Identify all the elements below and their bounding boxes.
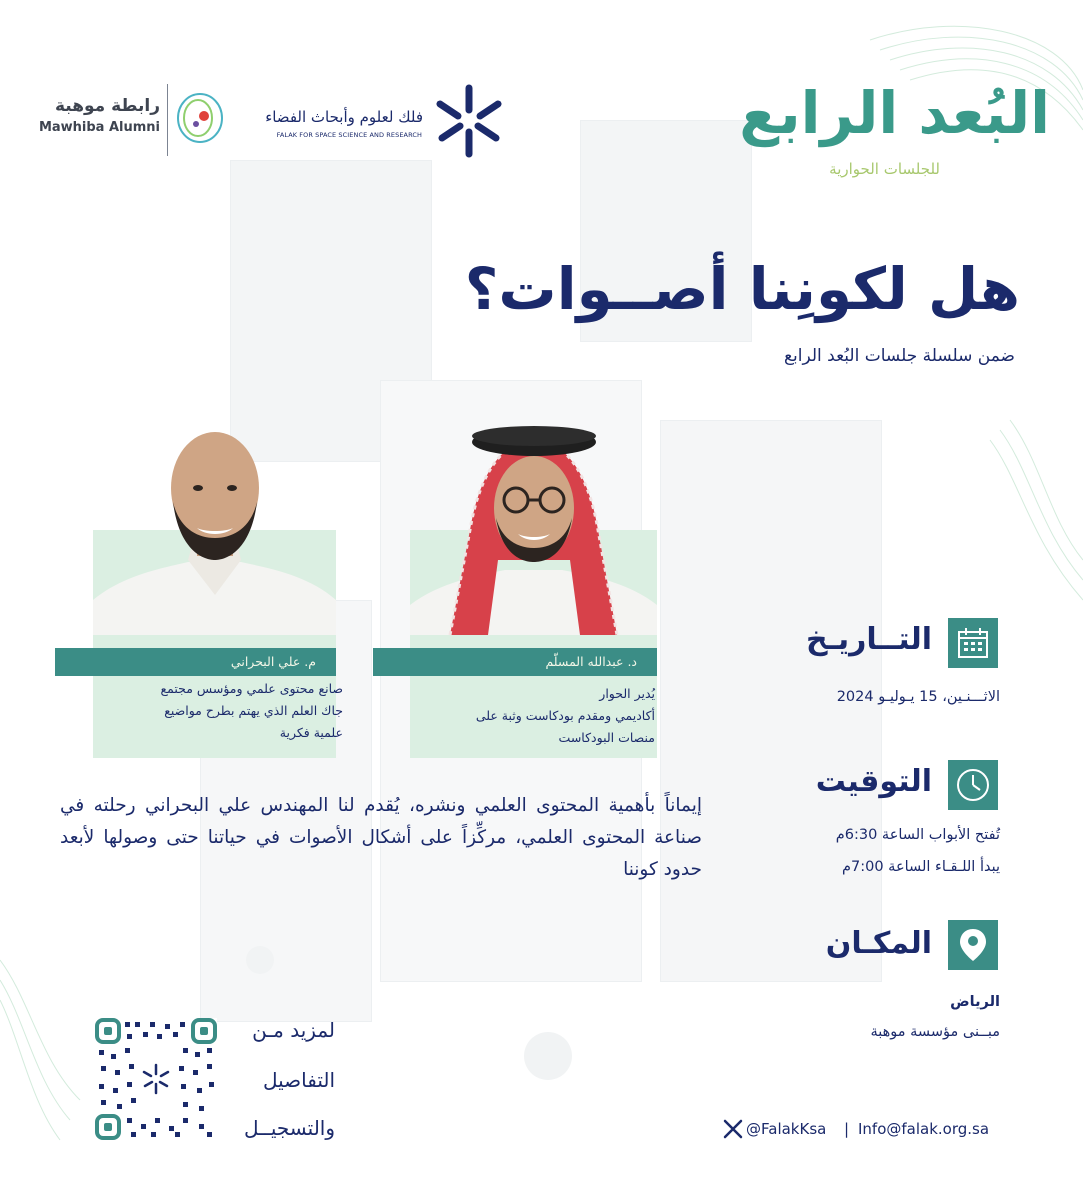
registration-label-line1: لمزيد مـن: [252, 1018, 335, 1042]
time-heading: التوقيت: [815, 764, 932, 799]
clock-icon: [955, 767, 991, 803]
speaker-name-abdullah: د. عبدالله المسلّم: [373, 648, 657, 676]
speaker-bio-ali: صانع محتوى علمي ومؤسس مجتمع جاك العلم الذي يهتم بطرح مواضيع علمية فكرية: [160, 681, 343, 740]
series-subtitle: للجلسات الحوارية: [829, 160, 940, 178]
time-start: يبدأ اللـقـاء الساعة 7:00م: [842, 859, 1000, 875]
event-title: هل لكونِنا أصــوات؟: [464, 255, 1020, 323]
mawhiba-name-english: Mawhiba Alumni: [38, 120, 160, 135]
location-pin-icon: [958, 927, 988, 963]
calendar-icon: [956, 626, 990, 660]
x-logo-icon[interactable]: [722, 1118, 744, 1140]
date-heading: التــاريـخ: [806, 622, 932, 657]
place-icon-box: [948, 920, 998, 970]
time-doors: تُفتح الأبواب الساعة 6:30م: [835, 827, 1000, 843]
place-building: مبــنى مؤسسة موهبة: [870, 1024, 1000, 1040]
registration-label-line3: والتسجيــل: [244, 1116, 335, 1140]
place-city: الرياض: [950, 994, 1000, 1010]
registration-label-line2: التفاصيل: [262, 1068, 335, 1092]
date-value: الاثـــنـين، 15 يـوليـو 2024: [836, 689, 1000, 705]
place-heading: المكـان: [825, 926, 932, 961]
speaker-photo-ali: [93, 410, 336, 635]
series-title: البُعد الرابع: [739, 79, 1050, 147]
footer-separator: |: [844, 1120, 850, 1138]
speaker-name-ali: م. علي البحراني: [55, 648, 336, 676]
registration-qr-code[interactable]: [95, 1018, 217, 1140]
date-icon-box: [948, 618, 998, 668]
x-handle-link[interactable]: @FalakKsa: [746, 1120, 827, 1138]
mawhiba-name-arabic: رابطة موهبة: [54, 96, 160, 116]
falak-name-arabic: فلك لعلوم وأبحاث الفضاء: [265, 108, 423, 126]
event-subtitle: ضمن سلسلة جلسات البُعد الرابع: [783, 346, 1015, 366]
falak-logo-icon: [428, 80, 510, 162]
event-description: إيماناً بأهمية المحتوى العلمي ونشره، يُقدم لنا المهندس علي البحراني رحلته في صناعة المحتوى العلمي، مركِّزاً على أشكال الأصوات في حياتنا حتى وصولها لأبعد حدود كوننا: [60, 795, 702, 880]
time-icon-box: [948, 760, 998, 810]
speaker-bio-abdullah: يُدير الحوار أكاديمي ومقدم بودكاست وثبة على منصات البودكاست: [475, 686, 655, 745]
falak-name-english: FALAK FOR SPACE SCIENCE AND RESEARCH: [276, 131, 422, 139]
speaker-photo-abdullah: [410, 410, 657, 635]
mawhiba-logo-icon: [174, 88, 226, 148]
logo-divider: [167, 84, 168, 156]
email-link[interactable]: Info@falak.org.sa: [858, 1120, 990, 1138]
